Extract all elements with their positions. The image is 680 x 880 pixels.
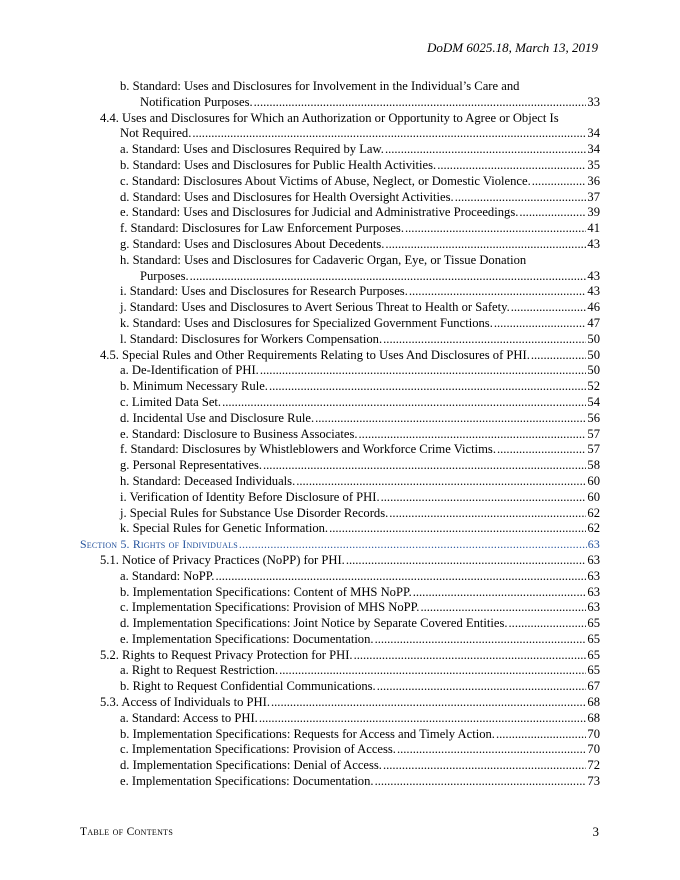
dot-leader [511, 300, 587, 316]
toc-entry-title: d. Implementation Specifications: Joint Notice by Separate Covered Entities. [120, 616, 508, 631]
toc-entry-title: a. Standard: Access to PHI. [120, 710, 258, 725]
toc-entry-title: f. Standard: Disclosures by Whistleblowers and Workforce Crime Victims. [120, 442, 496, 457]
toc-entry[interactable] [80, 774, 600, 790]
toc-page-number: 58 [587, 458, 600, 473]
dot-leader [397, 742, 586, 758]
toc-entry[interactable] [80, 506, 600, 522]
footer-section-label: Table of Contents [80, 826, 174, 838]
dot-leader [389, 506, 586, 522]
toc-page-number: 33 [587, 94, 600, 109]
toc-entry[interactable] [80, 284, 600, 300]
toc-entry[interactable] [80, 95, 600, 111]
toc-page-number: 41 [587, 221, 600, 236]
toc-page-number: 68 [587, 710, 600, 725]
dot-leader [354, 648, 587, 664]
toc-entry-title: d. Implementation Specifications: Denial of Access. [120, 758, 382, 773]
toc-entry[interactable] [80, 174, 600, 190]
dot-leader [497, 442, 586, 458]
toc-entry-text: 4.4. Uses and Disclosures for Which an Authorization or Opportunity to Agree or Object Is [100, 110, 559, 125]
toc-entry[interactable] [80, 711, 600, 727]
toc-entry-title: d. Standard: Uses and Disclosures for Health Oversight Activities. [120, 189, 454, 204]
dot-leader [385, 237, 586, 253]
toc-entry-text: h. Standard: Uses and Disclosures for Cadaveric Organ, Eye, or Tissue Donation [120, 252, 527, 267]
toc-page-number: 60 [587, 473, 600, 488]
toc-page-number: 43 [587, 236, 600, 251]
dot-leader [192, 126, 586, 142]
dot-leader [420, 600, 586, 616]
toc-entry[interactable] [80, 237, 600, 253]
toc-entry-title: i. Verification of Identity Before Disclosure of PHI. [120, 489, 380, 504]
dot-leader [519, 205, 586, 221]
toc-entry-title: e. Standard: Disclosure to Business Associates. [120, 426, 358, 441]
toc-entry[interactable] [80, 758, 600, 774]
toc-entry[interactable] [80, 727, 600, 743]
toc-entry[interactable] [80, 269, 600, 285]
toc-entry-line[interactable] [80, 253, 600, 269]
toc-entry-title: f. Standard: Disclosures for Law Enforcement Purposes. [120, 221, 404, 236]
toc-entry-title: Notification Purposes. [140, 94, 253, 109]
toc-page-number: 63 [587, 600, 600, 615]
toc-entry-title: j. Standard: Uses and Disclosures to Avert Serious Threat to Health or Safety. [120, 300, 510, 315]
dot-leader [437, 158, 586, 174]
toc-entry-title: 5.2. Rights to Request Privacy Protection for PHI. [100, 647, 353, 662]
toc-entry-title: k. Special Rules for Genetic Information. [120, 521, 329, 536]
toc-page-number: 68 [587, 695, 600, 710]
toc-entry-title: g. Standard: Uses and Disclosures About Decedents. [120, 236, 385, 251]
toc-entry-title: k. Standard: Uses and Disclosures for Specialized Government Functions. [120, 315, 493, 330]
toc-page-number: 36 [587, 173, 600, 188]
dot-leader [375, 632, 587, 648]
toc-page-number: 39 [587, 205, 600, 220]
toc-page-number: 50 [587, 331, 600, 346]
toc-entry-title: b. Implementation Specifications: Requests for Access and Timely Action. [120, 726, 495, 741]
dot-leader [496, 727, 586, 743]
toc-entry[interactable] [80, 221, 600, 237]
toc-entry-title: e. Implementation Specifications: Documentation. [120, 774, 374, 789]
toc-page-number: 72 [587, 758, 600, 773]
dot-leader [315, 411, 586, 427]
toc-entry-title: e. Standard: Uses and Disclosures for Judicial and Administrative Proceedings. [120, 205, 519, 220]
dot-leader [494, 316, 587, 332]
toc-entry-title: j. Special Rules for Substance Use Disorder Records. [120, 505, 389, 520]
toc-entry-title: i. Standard: Uses and Disclosures for Research Purposes. [120, 284, 408, 299]
toc-page-number: 35 [587, 157, 600, 172]
toc-entry[interactable] [80, 490, 600, 506]
dot-leader [263, 458, 586, 474]
toc-entry[interactable] [80, 600, 600, 616]
toc-entry[interactable] [80, 300, 600, 316]
toc-entry[interactable] [80, 142, 600, 158]
footer-page-number: 3 [592, 824, 599, 839]
dot-leader [190, 269, 587, 285]
table-of-contents [80, 79, 600, 790]
toc-page-number: 65 [587, 663, 600, 678]
toc-entry-title: a. Right to Request Restriction. [120, 663, 279, 678]
toc-page-number: 63 [587, 537, 600, 552]
toc-entry[interactable] [80, 442, 600, 458]
toc-entry[interactable] [80, 648, 600, 664]
toc-page-number: 34 [587, 126, 600, 141]
toc-entry[interactable] [80, 411, 600, 427]
toc-entry-title: c. Limited Data Set. [120, 394, 222, 409]
dot-leader [413, 585, 587, 601]
toc-entry[interactable] [80, 553, 600, 569]
toc-entry[interactable] [80, 205, 600, 221]
toc-entry[interactable] [80, 585, 600, 601]
dot-leader [222, 395, 586, 411]
toc-page-number: 56 [587, 410, 600, 425]
dot-leader [383, 332, 586, 348]
toc-entry[interactable] [80, 348, 600, 364]
toc-entry-title: Not Required. [120, 126, 192, 141]
dot-leader [279, 663, 586, 679]
toc-page-number: 63 [587, 568, 600, 583]
dot-leader [383, 758, 586, 774]
dot-leader [271, 695, 586, 711]
toc-entry-title: 4.5. Special Rules and Other Requirements Relating to Uses And Disclosures of PHI. [100, 347, 530, 362]
toc-entry[interactable] [80, 663, 600, 679]
toc-entry-title: b. Implementation Specifications: Content of MHS NoPP. [120, 584, 412, 599]
dot-leader [405, 221, 586, 237]
toc-entry-title: b. Minimum Necessary Rule. [120, 379, 268, 394]
toc-entry-title: c. Implementation Specifications: Provision of Access. [120, 742, 396, 757]
toc-page-number: 62 [587, 505, 600, 520]
document-header: DoDM 6025.18, March 13, 2019 [426, 40, 598, 55]
toc-page-number: 65 [587, 616, 600, 631]
toc-page-number: 63 [587, 552, 600, 567]
toc-entry[interactable] [80, 695, 600, 711]
toc-page-number: 60 [587, 489, 600, 504]
toc-entry[interactable] [80, 332, 600, 348]
toc-page-number: 43 [587, 268, 600, 283]
toc-page-number: 73 [587, 774, 600, 789]
dot-leader [359, 427, 587, 443]
dot-leader [509, 616, 587, 632]
dot-leader [254, 95, 587, 111]
toc-entry[interactable] [80, 395, 600, 411]
toc-entry-title: b. Standard: Uses and Disclosures for Public Health Activities. [120, 157, 437, 172]
dot-leader [346, 553, 587, 569]
toc-entry-title: c. Implementation Specifications: Provision of MHS NoPP. [120, 600, 420, 615]
toc-entry[interactable] [80, 126, 600, 142]
toc-entry-title: a. Standard: Uses and Disclosures Required by Law. [120, 142, 384, 157]
toc-page-number: 67 [587, 679, 600, 694]
dot-leader [296, 474, 586, 490]
dot-leader [531, 348, 587, 364]
dot-leader [455, 190, 587, 206]
toc-entry-title: g. Personal Representatives. [120, 458, 262, 473]
dot-leader [260, 363, 587, 379]
toc-entry-title: Section 5. Rights of Individuals [80, 537, 238, 552]
toc-page-number: 57 [587, 442, 600, 457]
toc-page-number: 50 [587, 363, 600, 378]
toc-entry-title: h. Standard: Deceased Individuals. [120, 473, 296, 488]
toc-entry-line[interactable] [80, 111, 600, 127]
toc-page-number: 54 [587, 394, 600, 409]
dot-leader [329, 521, 586, 537]
dot-leader [215, 569, 586, 585]
toc-page-number: 70 [587, 742, 600, 757]
toc-entry[interactable] [80, 363, 600, 379]
toc-page-number: 43 [587, 284, 600, 299]
dot-leader [269, 379, 586, 395]
dot-leader [385, 142, 586, 158]
toc-entry-title: e. Implementation Specifications: Documentation. [120, 631, 374, 646]
toc-page-number: 70 [587, 726, 600, 741]
toc-entry-title: Purposes. [140, 268, 189, 283]
toc-page-number: 37 [587, 189, 600, 204]
toc-page-number: 52 [587, 379, 600, 394]
toc-entry[interactable] [80, 616, 600, 632]
dot-leader [409, 284, 587, 300]
toc-entry[interactable] [80, 316, 600, 332]
toc-entry-text: b. Standard: Uses and Disclosures for Involvement in the Individual’s Care and [120, 79, 520, 93]
toc-entry[interactable] [80, 427, 600, 443]
dot-leader [259, 711, 587, 727]
dot-leader [381, 490, 587, 506]
toc-entry-title: d. Incidental Use and Disclosure Rule. [120, 410, 315, 425]
toc-page-number: 57 [587, 426, 600, 441]
toc-page-number: 62 [587, 521, 600, 536]
toc-entry-line[interactable] [80, 79, 600, 95]
toc-entry[interactable] [80, 679, 600, 695]
toc-entry[interactable] [80, 521, 600, 537]
toc-entry[interactable] [80, 742, 600, 758]
toc-entry-title: 5.1. Notice of Privacy Practices (NoPP) for PHI. [100, 552, 345, 567]
toc-entry-title: 5.3. Access of Individuals to PHI. [100, 695, 270, 710]
toc-page-number: 34 [587, 142, 600, 157]
toc-page-number: 65 [587, 631, 600, 646]
dot-leader [375, 774, 587, 790]
toc-page-number: 47 [587, 315, 600, 330]
toc-page-number: 63 [587, 584, 600, 599]
toc-entry-title: b. Right to Request Confidential Communications. [120, 679, 376, 694]
toc-section-heading[interactable] [80, 537, 600, 553]
toc-page-number: 46 [587, 300, 600, 315]
toc-entry[interactable] [80, 190, 600, 206]
toc-page-number: 50 [587, 347, 600, 362]
toc-entry[interactable] [80, 569, 600, 585]
dot-leader [239, 537, 587, 553]
toc-entry-title: a. Standard: NoPP. [120, 568, 215, 583]
toc-entry-title: a. De-Identification of PHI. [120, 363, 259, 378]
toc-page-number: 65 [587, 647, 600, 662]
dot-leader [377, 679, 587, 695]
toc-entry[interactable] [80, 458, 600, 474]
toc-entry[interactable] [80, 379, 600, 395]
toc-entry[interactable] [80, 474, 600, 490]
dot-leader [532, 174, 587, 190]
toc-entry-title: c. Standard: Disclosures About Victims of Abuse, Neglect, or Domestic Violence. [120, 173, 531, 188]
toc-entry[interactable] [80, 158, 600, 174]
toc-entry-title: l. Standard: Disclosures for Workers Compensation. [120, 331, 383, 346]
toc-entry[interactable] [80, 632, 600, 648]
